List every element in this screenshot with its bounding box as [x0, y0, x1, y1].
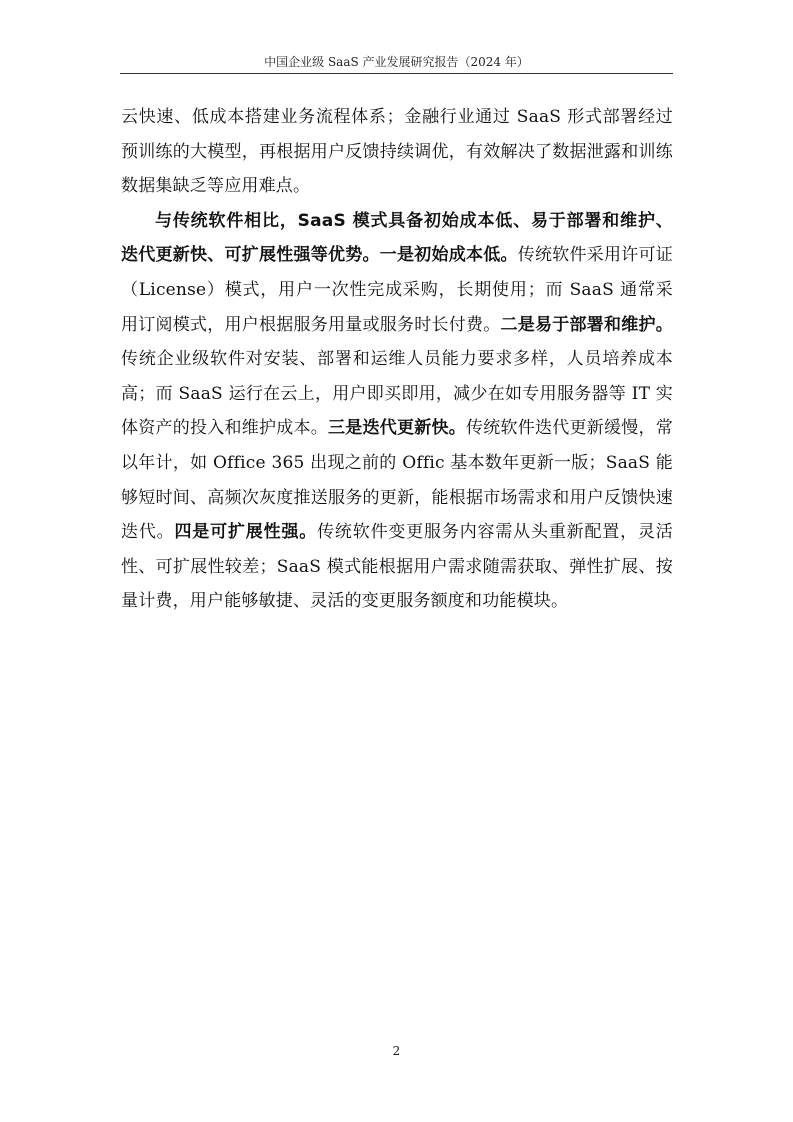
point-2-heading: 二是易于部署和维护。 — [500, 314, 673, 335]
paragraph-advantages — [121, 204, 673, 619]
paragraph-continuation: 云快速、低成本搭建业务流程体系；金融行业通过 SaaS 形式部署经过预训练的大模型，再根据用户反馈持续调优，有效解决了数据泄露和训练数据集缺乏等应用难点。 — [121, 107, 673, 197]
point-1-heading: 一是初始成本低。 — [379, 245, 518, 266]
page-number: 2 — [392, 1044, 401, 1058]
point-4-text: 传统软件变更服务内容需从头重新配置，灵活性、可扩展性较差；SaaS 模式能根据用户需求随需获取、弹性扩展、按量计费，用户能够敏捷、灵活的变更服务额度和功能模块。 — [121, 522, 673, 612]
point-1-text: 传统软件采用许可证（License）模式，用户一次性完成采购，长期使用；而 SaaS 通常采用订阅模式，用户根据服务用量或服务时长付费。 — [121, 245, 673, 335]
point-4-heading: 四是可扩展性强。 — [174, 522, 318, 543]
point-3-text: 传统软件迭代更新缓慢，常以年计，如 Office 365 出现之前的 Offic 基本数年更新一版；SaaS 能够短时间、高频次灰度推送服务的更新，能根据市场需求和用户反馈快速迭代。 — [121, 418, 673, 543]
point-2-text: 传统企业级软件对安装、部署和运维人员能力要求多样，人员培养成本高；而 SaaS 运行在云上，用户即买即用，减少在如专用服务器等 IT 实体资产的投入和维护成本。 — [121, 349, 673, 439]
running-header: 中国企业级 SaaS 产业发展研究报告（2024 年） — [264, 55, 529, 69]
body-text — [121, 100, 673, 619]
lead-sentence: 与传统软件相比，SaaS 模式具备初始成本低、易于部署和维护、迭代更新快、可扩展性强等优势。 — [121, 210, 673, 266]
point-3-heading: 三是迭代更新快。 — [328, 418, 467, 439]
header-divider — [120, 73, 673, 74]
